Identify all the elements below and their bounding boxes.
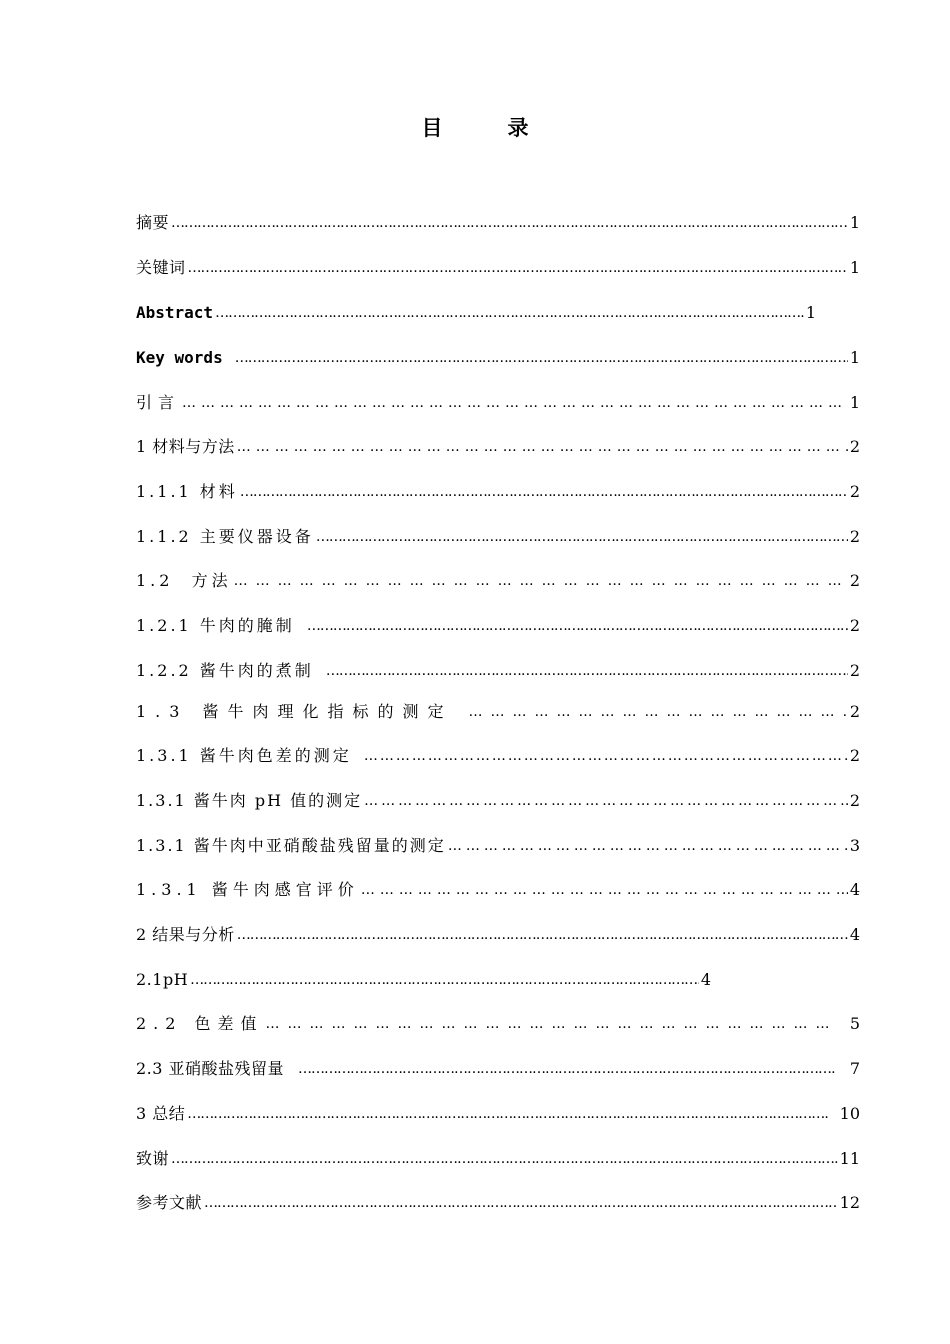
toc-entry-1-3-1-ph[interactable] <box>136 789 860 813</box>
toc-entry-label: 1 材料与方法 <box>136 437 235 456</box>
toc-entry-page: 2 <box>849 791 860 810</box>
toc-entry-label: 1.1.2 主要仪器设备 <box>136 527 314 546</box>
toc-entry-label: 2.2 色差值 <box>136 1014 264 1033</box>
toc-entry-page: 1 <box>849 393 860 412</box>
toc-leader-dots <box>316 525 848 549</box>
toc-entry-1-3-1-color[interactable] <box>136 744 860 768</box>
toc-leader-dots <box>237 435 848 459</box>
toc-entry-page: 5 <box>849 1014 860 1033</box>
toc-entry-page: 3 <box>849 836 860 855</box>
toc-leader-dots <box>215 301 804 325</box>
toc-entry-page: 2 <box>849 616 860 635</box>
toc-entry-page: 4 <box>849 880 860 899</box>
toc-entry-section-3[interactable] <box>136 1102 860 1126</box>
toc-entry-page: 1 <box>849 213 860 232</box>
toc-entry-section-1[interactable] <box>136 435 860 459</box>
toc-entry-label: 摘要 <box>136 213 170 232</box>
toc-entry-page: 7 <box>849 1059 860 1078</box>
toc-entry-keywords-en[interactable] <box>136 346 860 370</box>
toc-entry-label: Abstract <box>136 303 214 322</box>
toc-entry-label: 1.3 酱牛肉理化指标的测定 <box>136 702 453 721</box>
toc-entry-page: 1 <box>849 258 860 277</box>
toc-entry-2-3[interactable] <box>136 1057 860 1081</box>
toc-entry-page: 2 <box>849 746 860 765</box>
toc-entry-label: 1.3.1 酱牛肉 pH 值的测定 <box>136 791 363 810</box>
toc-entry-1-3-1-nitrite[interactable] <box>136 834 860 858</box>
toc-entry-page: 10 <box>839 1104 860 1123</box>
toc-entry-label: 3 总结 <box>136 1104 186 1123</box>
toc-entry-introduction[interactable] <box>136 391 860 415</box>
toc-leader-dots <box>469 700 848 724</box>
toc-leader-dots <box>266 1012 828 1036</box>
toc-entry-section-2[interactable] <box>136 923 860 947</box>
toc-entry-1-2-1[interactable] <box>136 614 860 638</box>
toc-leader-dots <box>326 659 848 683</box>
toc-leader-dots <box>204 1191 838 1215</box>
toc-leader-dots <box>235 346 848 370</box>
toc-entry-label: 1.1.1 材料 <box>136 482 238 501</box>
toc-entry-1-2-2[interactable] <box>136 659 860 683</box>
toc-entry-page: 2 <box>849 482 860 501</box>
toc-entry-2-1[interactable] <box>136 968 711 992</box>
toc-entry-label: 2 结果与分析 <box>136 925 235 944</box>
toc-entry-page: 2 <box>849 527 860 546</box>
toc-leader-dots <box>187 1102 827 1126</box>
toc-entry-1-2[interactable] <box>136 569 860 593</box>
toc-entry-label: 1.2 方法 <box>136 571 232 590</box>
toc-leader-dots <box>448 834 848 858</box>
toc-entry-1-3-1-sensory[interactable] <box>136 878 860 902</box>
toc-entry-abstract-en[interactable] <box>136 301 816 325</box>
toc-entry-label: 1.3.1 酱牛肉中亚硝酸盐残留量的测定 <box>136 836 446 855</box>
toc-entry-references[interactable] <box>136 1191 860 1215</box>
toc-entry-label: 关键词 <box>136 258 186 277</box>
toc-entry-label: 2.1pH <box>136 970 189 989</box>
toc-entry-label: 致谢 <box>136 1149 170 1168</box>
toc-entry-label: 1.3.1 酱牛肉感官评价 <box>136 880 359 899</box>
toc-entry-page: 2 <box>849 437 860 456</box>
toc-entry-label: 1.2.1 牛肉的腌制 <box>136 616 295 635</box>
toc-leader-dots <box>234 569 848 593</box>
toc-entry-page: 12 <box>839 1193 860 1212</box>
toc-entry-page: 11 <box>839 1149 860 1168</box>
toc-leader-dots <box>237 923 848 947</box>
toc-entry-1-1-1[interactable] <box>136 480 860 504</box>
toc-entry-abstract-cn[interactable] <box>136 211 860 235</box>
toc-leader-dots <box>188 256 848 280</box>
toc-entry-page: 4 <box>700 970 711 989</box>
toc-entry-page: 1 <box>849 348 860 367</box>
toc-entry-keywords-cn[interactable] <box>136 256 860 280</box>
toc-entry-1-1-2[interactable] <box>136 525 860 549</box>
toc-leader-dots <box>171 1147 838 1171</box>
toc-entry-label: Key words <box>136 348 223 367</box>
toc-entry-page: 1 <box>805 303 816 322</box>
page-title: 目 录 <box>421 116 551 140</box>
toc-entry-2-2[interactable] <box>136 1012 860 1036</box>
toc-entry-page: 2 <box>849 571 860 590</box>
toc-entry-label: 2.3 亚硝酸盐残留量 <box>136 1059 285 1078</box>
toc-entry-label: 1.2.2 酱牛肉的煮制 <box>136 661 314 680</box>
toc-leader-dots <box>298 1057 836 1081</box>
toc-entry-page: 2 <box>849 661 860 680</box>
toc-entry-1-3[interactable] <box>136 700 860 724</box>
toc-entry-label: 1.3.1 酱牛肉色差的测定 <box>136 746 352 765</box>
toc-leader-dots <box>190 968 699 992</box>
toc-leader-dots <box>240 480 848 504</box>
toc-leader-dots <box>182 391 848 415</box>
toc-entry-page: 4 <box>849 925 860 944</box>
toc-leader-dots <box>171 211 848 235</box>
toc-leader-dots <box>361 878 848 902</box>
toc-entry-page: 2 <box>849 702 860 721</box>
toc-leader-dots <box>307 614 848 638</box>
toc-leader-dots <box>364 744 848 768</box>
toc-entry-acknowledgements[interactable] <box>136 1147 860 1171</box>
toc-entry-label: 参考文献 <box>136 1193 203 1212</box>
toc-entry-label: 引言 <box>136 393 181 412</box>
toc-leader-dots <box>364 789 848 813</box>
